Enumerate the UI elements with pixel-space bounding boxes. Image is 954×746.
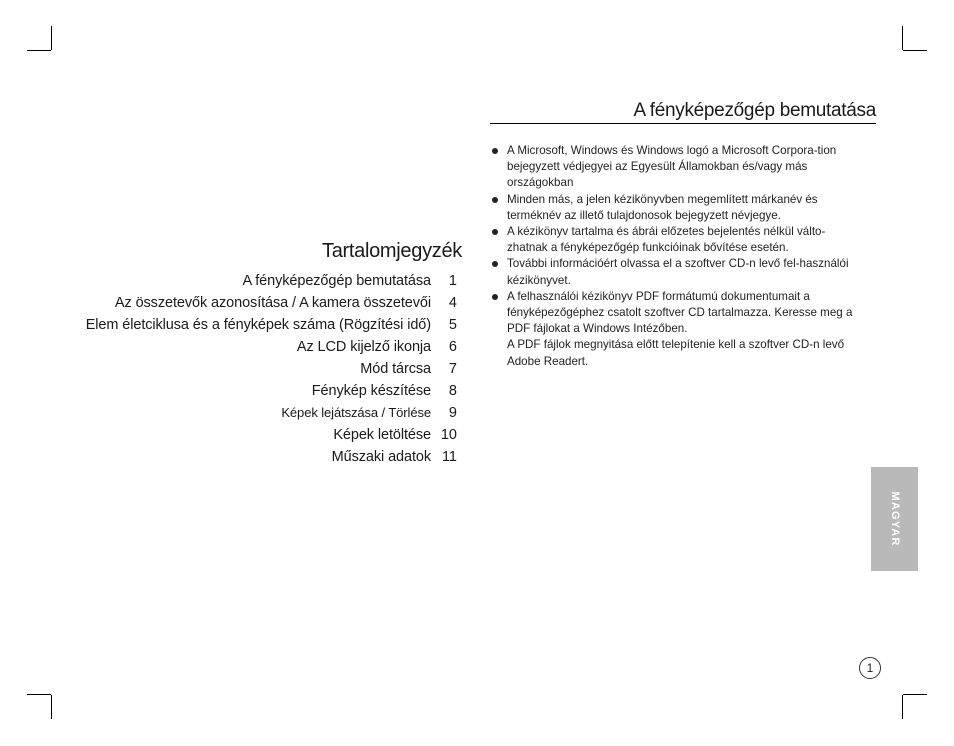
toc-entry-label: Mód tárcsa bbox=[360, 361, 431, 377]
bullet-icon bbox=[492, 261, 498, 267]
toc-entry[interactable] bbox=[60, 427, 457, 449]
list-item bbox=[490, 224, 860, 256]
toc-entry[interactable] bbox=[60, 339, 457, 361]
list-item bbox=[490, 289, 860, 370]
toc-entry-label: Képek lejátszása / Törlése bbox=[281, 405, 431, 420]
toc-entry-page: 6 bbox=[448, 339, 457, 355]
toc-entry-label: Az összetevők azonosítása / A kamera összetevői bbox=[114, 295, 431, 311]
crop-mark-bottom-left-vertical bbox=[51, 695, 52, 719]
toc-entry-label: Műszaki adatok bbox=[331, 449, 431, 465]
crop-mark-top-left-vertical bbox=[51, 26, 52, 50]
page-number: 1 bbox=[859, 657, 881, 679]
toc-entry[interactable] bbox=[60, 317, 457, 339]
list-item bbox=[490, 192, 860, 224]
toc-entry-page: 11 bbox=[441, 449, 457, 465]
toc-entry[interactable] bbox=[60, 295, 457, 317]
crop-mark-top-right-horizontal bbox=[903, 50, 927, 51]
notes-list bbox=[490, 143, 860, 370]
toc-entry[interactable] bbox=[60, 449, 457, 471]
toc-entry[interactable] bbox=[60, 361, 457, 383]
bullet-icon bbox=[492, 148, 498, 154]
toc-entry-page: 9 bbox=[448, 405, 457, 421]
crop-mark-top-right-vertical bbox=[902, 26, 903, 50]
crop-mark-top-left-horizontal bbox=[27, 50, 51, 51]
bullet-icon bbox=[492, 294, 498, 300]
crop-mark-bottom-left-horizontal bbox=[27, 694, 51, 695]
section-title-rule bbox=[490, 123, 876, 124]
toc-list bbox=[60, 273, 457, 471]
toc-entry-label: Az LCD kijelző ikonja bbox=[296, 339, 431, 355]
toc-entry-page: 8 bbox=[448, 383, 457, 399]
list-item bbox=[490, 256, 860, 288]
note-text: További információért olvassa el a szoftver CD-n levő fel-használói kézikönyvet. bbox=[507, 257, 849, 287]
bullet-icon bbox=[492, 229, 498, 235]
toc-entry[interactable] bbox=[60, 273, 457, 295]
bullet-icon bbox=[492, 197, 498, 203]
note-continuation-text: A PDF fájlok megnyitása előtt telepítenie kell a szoftver CD-n levő Adobe Readert. bbox=[507, 338, 845, 368]
toc-entry[interactable] bbox=[60, 405, 457, 427]
toc-entry-page: 7 bbox=[448, 361, 457, 377]
toc-entry[interactable] bbox=[60, 383, 457, 405]
note-text: A felhasználói kézikönyv PDF formátumú dokumentumait a fényképezőgéphez csatolt szoftver CD tartalmazza. Keresse meg a PDF fájlokat a Windows Intézőben. bbox=[507, 289, 853, 336]
language-side-tab-label: MAGYAR bbox=[888, 491, 901, 547]
crop-mark-bottom-right-vertical bbox=[902, 695, 903, 719]
note-text: Minden más, a jelen kézikönyvben megemlített márkanév és terméknév az illető tulajdonosok bejegyzett névjegye. bbox=[507, 192, 818, 222]
toc-entry-label: Elem életciklusa és a fényképek száma (Rögzítési idő) bbox=[85, 317, 431, 333]
toc-entry-label: A fényképezőgép bemutatása bbox=[242, 273, 431, 289]
note-text: A kézikönyv tartalma és ábrái előzetes bejelentés nélkül válto-zhatnak a fényképezőgép funkcióinak bővítése esetén. bbox=[507, 225, 826, 255]
toc-entry-page: 10 bbox=[440, 427, 457, 443]
list-item bbox=[490, 143, 860, 192]
section-title: A fényképezőgép bemutatása bbox=[633, 100, 876, 121]
toc-entry-label: Fénykép készítése bbox=[311, 383, 431, 399]
note-text: A Microsoft, Windows és Windows logó a Microsoft Corpora-tion bejegyzett védjegyei az Egyesült Államokban és/vagy más országokban bbox=[507, 144, 837, 190]
toc-entry-label: Képek letöltése bbox=[333, 427, 431, 443]
toc-entry-page: 5 bbox=[448, 317, 457, 333]
crop-mark-bottom-right-horizontal bbox=[903, 694, 927, 695]
toc-entry-page: 1 bbox=[448, 273, 457, 289]
toc-title: Tartalomjegyzék bbox=[322, 240, 463, 262]
toc-entry-page: 4 bbox=[448, 295, 457, 311]
language-side-tab bbox=[871, 467, 918, 571]
